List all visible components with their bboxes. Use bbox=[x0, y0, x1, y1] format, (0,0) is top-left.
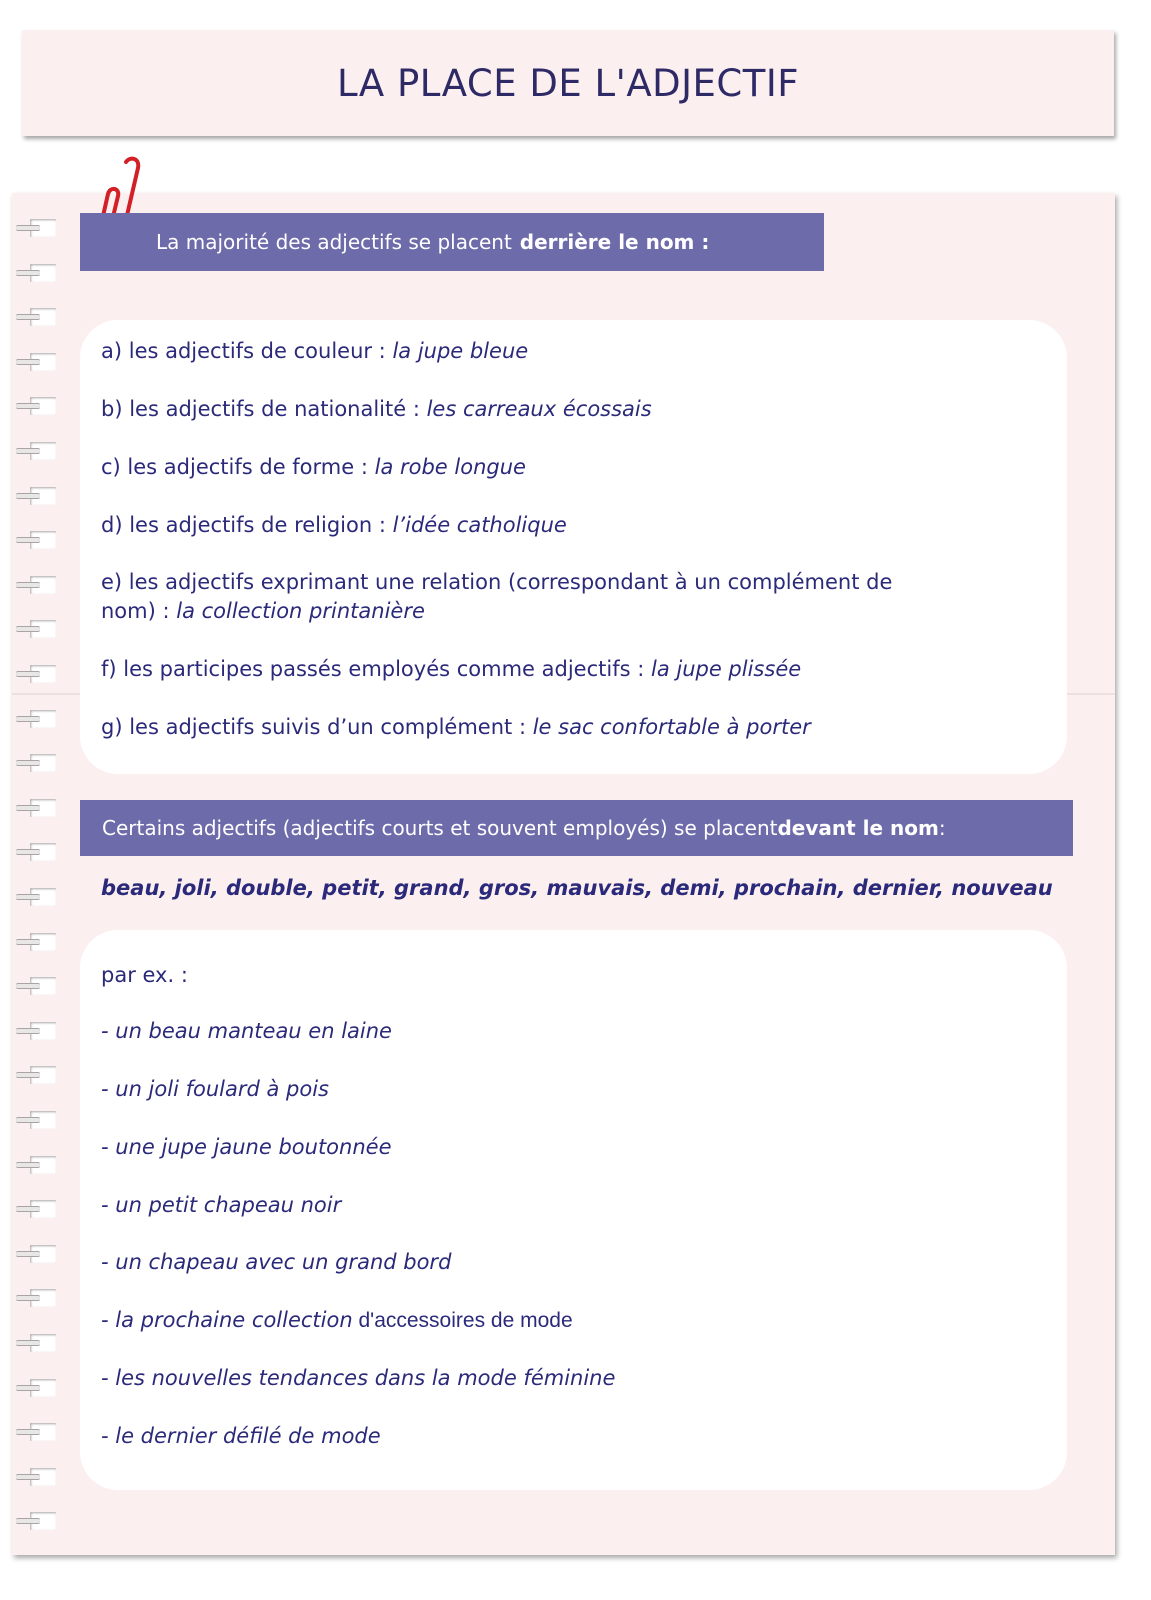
item-example: l’idée catholique bbox=[392, 513, 567, 537]
banner-text: La majorité des adjectifs se placent bbox=[156, 230, 512, 254]
item-example: la collection printanière bbox=[176, 599, 425, 623]
examples-card bbox=[80, 930, 1067, 1490]
item-example: les carreaux écossais bbox=[426, 397, 652, 421]
item-label: c) les adjectifs de forme : bbox=[101, 455, 375, 479]
binding-ring bbox=[16, 574, 56, 596]
binding-ring bbox=[16, 841, 56, 863]
item-example: la robe longue bbox=[374, 455, 526, 479]
binding-ring bbox=[16, 1154, 56, 1176]
binding-ring bbox=[16, 1198, 56, 1220]
list-item bbox=[101, 395, 652, 424]
binding-ring bbox=[16, 306, 56, 328]
binding-ring bbox=[16, 1243, 56, 1265]
example-item: - les nouvelles tendances dans la mode féminine bbox=[101, 1366, 616, 1390]
binding-ring bbox=[16, 1377, 56, 1399]
list-item bbox=[101, 655, 801, 684]
banner-end: : bbox=[938, 816, 946, 840]
example-item bbox=[101, 1308, 573, 1333]
binding-ring bbox=[16, 1064, 56, 1086]
item-example: le sac confortable à porter bbox=[532, 715, 811, 739]
item-label: f) les participes passés employés comme adjectifs : bbox=[101, 657, 651, 681]
item-label: d) les adjectifs de religion : bbox=[101, 513, 393, 537]
example-item: - un petit chapeau noir bbox=[101, 1193, 342, 1217]
binding-ring bbox=[16, 1020, 56, 1042]
binding-ring bbox=[16, 708, 56, 730]
binding-ring bbox=[16, 395, 56, 417]
item-label: g) les adjectifs suivis d’un complément : bbox=[101, 715, 533, 739]
binding-ring bbox=[16, 262, 56, 284]
list-item bbox=[101, 568, 892, 626]
banner-text: Certains adjectifs (adjectifs courts et souvent employés) se placent bbox=[102, 816, 778, 840]
binding-ring bbox=[16, 1421, 56, 1443]
rules-card bbox=[80, 320, 1067, 774]
list-item bbox=[101, 337, 528, 366]
example-item: - le dernier défilé de mode bbox=[101, 1424, 381, 1448]
example-text: - la prochaine collection bbox=[101, 1308, 353, 1332]
binding-ring bbox=[16, 886, 56, 908]
item-label: a) les adjectifs de couleur : bbox=[101, 339, 393, 363]
page-title: LA PLACE DE L'ADJECTIF bbox=[336, 61, 800, 105]
binding-ring bbox=[16, 1109, 56, 1131]
item-example: la jupe plissée bbox=[650, 657, 802, 681]
spiral-binding bbox=[12, 193, 72, 1555]
binding-ring bbox=[16, 797, 56, 819]
binding-ring bbox=[16, 931, 56, 953]
example-item: - une jupe jaune boutonnée bbox=[101, 1135, 392, 1159]
binding-ring bbox=[16, 485, 56, 507]
binding-ring bbox=[16, 975, 56, 997]
item-label-continued: nom) : bbox=[101, 599, 177, 623]
item-label: b) les adjectifs de nationalité : bbox=[101, 397, 427, 421]
item-label: e) les adjectifs exprimant une relation (correspondant à un complément de bbox=[101, 570, 893, 594]
binding-ring bbox=[16, 529, 56, 551]
banner-emphasis: devant le nom bbox=[777, 816, 939, 840]
example-item: - un chapeau avec un grand bord bbox=[101, 1250, 452, 1274]
examples-intro: par ex. : bbox=[101, 963, 188, 987]
binding-ring bbox=[16, 440, 56, 462]
binding-ring bbox=[16, 1287, 56, 1309]
binding-ring bbox=[16, 1466, 56, 1488]
list-item bbox=[101, 511, 567, 540]
example-tail: d'accessoires de mode bbox=[352, 1309, 573, 1332]
binding-ring bbox=[16, 1510, 56, 1532]
rule-banner-before-noun bbox=[80, 800, 1073, 856]
item-example: la jupe bleue bbox=[392, 339, 529, 363]
binding-ring bbox=[16, 618, 56, 640]
binding-ring bbox=[16, 217, 56, 239]
title-bar bbox=[22, 30, 1114, 136]
rule-banner-after-noun bbox=[80, 213, 824, 271]
banner-emphasis: derrière le nom : bbox=[519, 230, 710, 254]
binding-ring bbox=[16, 663, 56, 685]
adjective-list: beau, joli, double, petit, grand, gros, mauvais, demi, prochain, dernier, nouveau bbox=[101, 876, 1053, 900]
list-item bbox=[101, 713, 811, 742]
example-item: - un beau manteau en laine bbox=[101, 1019, 392, 1043]
list-item bbox=[101, 453, 526, 482]
binding-ring bbox=[16, 752, 56, 774]
example-item: - un joli foulard à pois bbox=[101, 1077, 329, 1101]
binding-ring bbox=[16, 1332, 56, 1354]
binding-ring bbox=[16, 351, 56, 373]
